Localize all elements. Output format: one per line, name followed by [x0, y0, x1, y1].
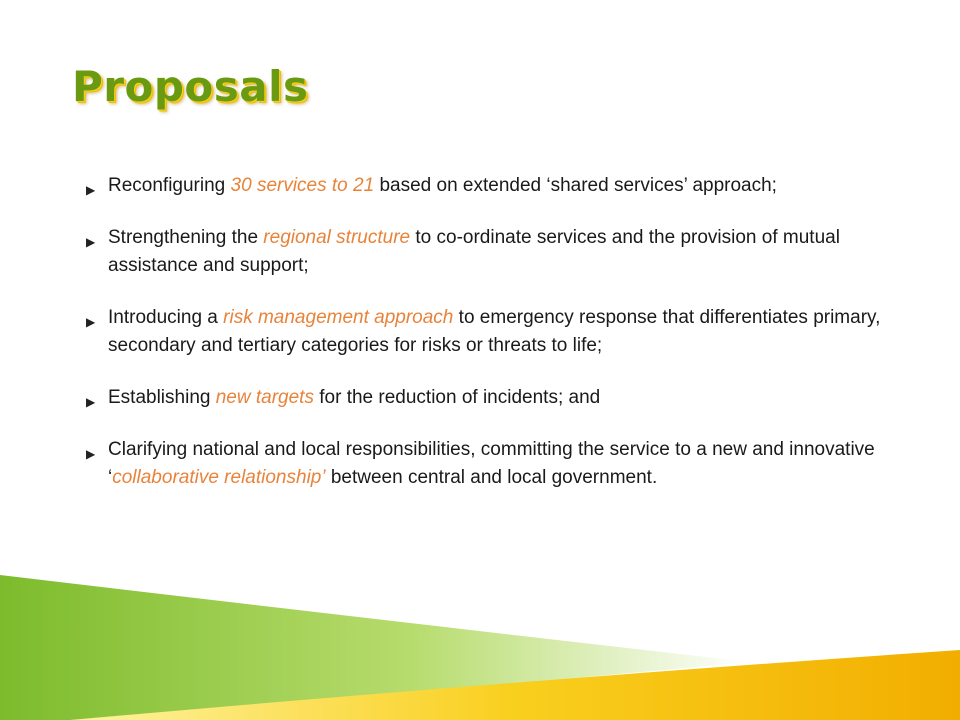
bullet-highlight: 30 services to 21 — [230, 175, 375, 196]
bullet-text: Reconfiguring — [108, 175, 231, 196]
bullet-item — [84, 436, 894, 492]
triangle-right-icon: ▶ — [86, 183, 96, 197]
bullet-list — [84, 172, 894, 516]
bullet-highlight: new targets — [215, 387, 314, 408]
bullet-text: Introducing a — [108, 307, 224, 328]
bullet-highlight: risk management approach — [223, 307, 454, 328]
triangle-right-icon: ▶ — [86, 395, 96, 409]
bullet-text: Strengthening the — [108, 227, 264, 248]
triangle-right-icon: ▶ — [86, 447, 96, 461]
bullet-highlight: collaborative relationship’ — [112, 467, 326, 488]
slide-title: Proposals — [72, 62, 309, 111]
bullet-text: to co-ordinate services and the provision of mutual assistance and support; — [108, 227, 840, 276]
triangle-right-icon: ▶ — [86, 235, 96, 249]
bullet-text: between central and local government. — [325, 467, 658, 488]
bullet-text: to emergency response that differentiates primary, secondary and tertiary categories for risks or threats to life; — [108, 307, 881, 356]
bullet-item — [84, 172, 894, 200]
bullet-text: based on extended ‘shared services’ approach; — [374, 175, 777, 196]
bullet-text: Clarifying national and local responsibilities, committing the service to a new and innovative ‘ — [108, 439, 875, 488]
triangle-right-icon: ▶ — [86, 315, 96, 329]
bullet-item — [84, 224, 894, 280]
bullet-text: for the reduction of incidents; and — [313, 387, 601, 408]
bullet-text: Establishing — [108, 387, 216, 408]
bullet-item — [84, 304, 894, 360]
bullet-highlight: regional structure — [263, 227, 411, 248]
bullet-item — [84, 384, 894, 412]
